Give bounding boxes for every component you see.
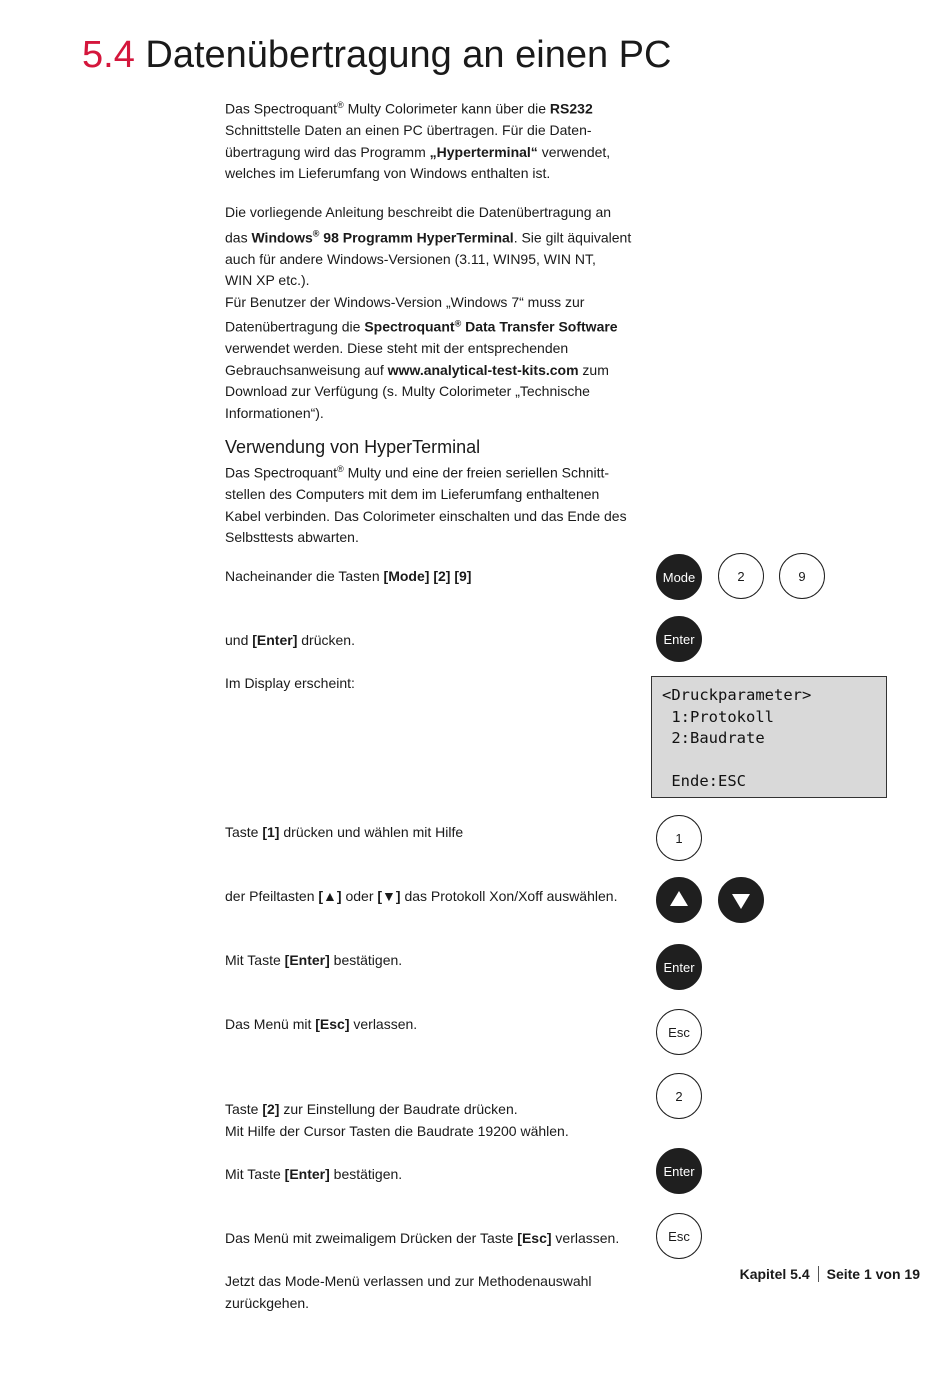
- page-title: [82, 30, 671, 80]
- esc-key-button[interactable]: Esc: [656, 1009, 702, 1055]
- display-line-5: Ende:ESC: [662, 772, 746, 790]
- step-leave-esc-twice: Das Menü mit zweimaligem Drücken der Taste [Esc] verlassen.: [225, 1230, 620, 1246]
- step-press-1: Taste [1] drücken und wählen mit Hilfe: [225, 824, 464, 840]
- display-line-1: <Druckparameter>: [662, 686, 812, 704]
- arrow-down-icon: [732, 894, 750, 909]
- esc-key-button-2[interactable]: Esc: [656, 1213, 702, 1259]
- key-2-button[interactable]: 2: [718, 553, 764, 599]
- step-baudrate: Taste [2] zur Einstellung der Baudrate drücken. Mit Hilfe der Cursor Tasten die Baudrate 19200 wählen.: [225, 1101, 569, 1139]
- intro-paragraph-2: Die vorliegende Anleitung beschreibt die Datenübertragung an das Windows® 98 Programm HyperTerminal. Sie gilt äquivalent auch für andere Windows-Versionen (3.11, WIN95, WIN NT, WIN XP etc.). Für Benutzer der Windows-Version „Windows 7“ muss zur Datenübertragung die Spectroquant® Data Transfer Software verwendet werden. Diese steht mit der entsprechenden Gebrauchsanweisung auf www.analytical-test-kits.com zum Download zur Verfügung (s. Multy Colorimeter „Technische Informationen“).: [225, 204, 632, 421]
- lcd-display: [651, 676, 887, 798]
- enter-key-button-2[interactable]: Enter: [656, 944, 702, 990]
- enter-key-button-3[interactable]: Enter: [656, 1148, 702, 1194]
- step-confirm-enter: Mit Taste [Enter] bestätigen.: [225, 952, 403, 968]
- display-line-2: 1:Protokoll: [662, 707, 774, 726]
- display-line-4: [662, 750, 886, 772]
- section-number: 5.4: [82, 34, 135, 76]
- arrow-up-icon: [670, 891, 688, 906]
- section-title: Datenübertragung an einen PC: [145, 34, 672, 76]
- mode-key-button[interactable]: Mode: [656, 554, 702, 600]
- step-press-enter: und [Enter] drücken.: [225, 632, 355, 648]
- intro-paragraph-1: Das Spectroquant® Multy Colorimeter kann über die RS232 Schnittstelle Daten an einen PC übertragen. Für die Daten- übertragung wird das Programm „Hyperterminal“ verwendet, welches im Lieferumfang von Windows enthalten ist.: [225, 100, 611, 182]
- arrow-down-key-button[interactable]: [718, 877, 764, 923]
- footer-divider: [818, 1266, 819, 1282]
- step-confirm-enter-2: Mit Taste [Enter] bestätigen.: [225, 1166, 403, 1182]
- footer-page-number: Seite 1 von 19: [826, 1266, 920, 1282]
- footer-chapter: Kapitel 5.4: [739, 1266, 810, 1282]
- step-return-method: Jetzt das Mode-Menü verlassen und zur Methodenauswahl zurückgehen.: [225, 1273, 592, 1311]
- step-leave-esc: Das Menü mit [Esc] verlassen.: [225, 1016, 418, 1032]
- page-footer: [740, 1266, 920, 1282]
- step-arrow-keys: der Pfeiltasten [▲] oder [▼] das Protokoll Xon/Xoff auswählen.: [225, 888, 618, 904]
- display-line-3: 2:Baudrate: [662, 729, 765, 747]
- enter-key-button[interactable]: Enter: [656, 616, 702, 662]
- step-display-appears: Im Display erscheint:: [225, 675, 355, 691]
- key-9-button[interactable]: 9: [779, 553, 825, 599]
- key-1-button[interactable]: 1: [656, 815, 702, 861]
- subheading-hyperterminal: Verwendung von HyperTerminal: [225, 437, 481, 457]
- step-press-mode-2-9: Nacheinander die Tasten [Mode] [2] [9]: [225, 568, 472, 584]
- section-paragraph: Das Spectroquant® Multy und eine der freien seriellen Schnitt- stellen des Computers mit dem im Lieferumfang enthaltenen Kabel verbinden. Das Colorimeter einschalten und das Ende des Selbsttests abwarten.: [225, 464, 627, 546]
- arrow-up-key-button[interactable]: [656, 877, 702, 923]
- key-2-button-2[interactable]: 2: [656, 1073, 702, 1119]
